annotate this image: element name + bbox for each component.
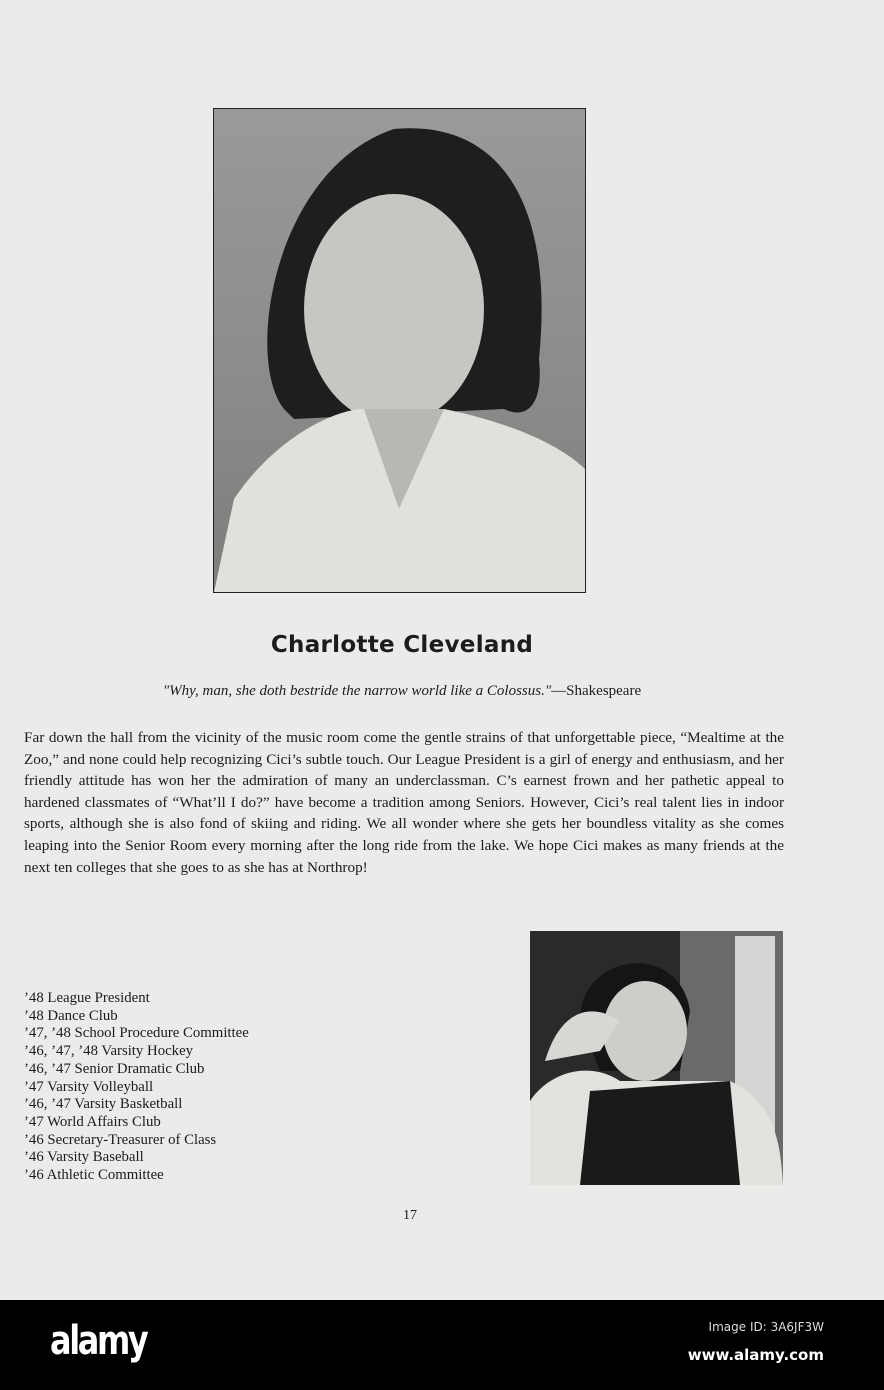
activity-item: ’47 World Affairs Club	[24, 1113, 161, 1130]
page-number: 17	[403, 1208, 417, 1223]
image-id-label: Image ID: 3A6JF3W	[708, 1320, 824, 1334]
candid-photo	[530, 931, 783, 1185]
senior-quote	[0, 683, 804, 700]
watermark-bar	[0, 1300, 884, 1390]
activity-item: ’46, ’47 Varsity Basketball	[24, 1096, 183, 1113]
activity-item: ’46 Varsity Baseball	[24, 1149, 144, 1166]
activity-item: ’46, ’47 Senior Dramatic Club	[24, 1060, 205, 1077]
activities-list	[24, 990, 249, 1185]
student-name: Charlotte Cleveland	[270, 632, 534, 658]
activity-item: ’47 Varsity Volleyball	[24, 1078, 154, 1095]
activity-item: ’48 Dance Club	[24, 1007, 118, 1024]
activity-item: ’48 League President	[24, 990, 150, 1006]
quote-attribution: —Shakespeare	[551, 683, 642, 699]
portrait-silhouette-icon	[214, 109, 585, 592]
activity-item: ’46 Secretary-Treasurer of Class	[24, 1131, 217, 1148]
watermark-site-link[interactable]: www.alamy.com	[687, 1346, 824, 1364]
activity-item: ’46 Athletic Committee	[24, 1167, 164, 1184]
quote-text: "Why, man, she doth bestride the narrow world like a Colossus."	[162, 683, 552, 699]
activity-item: ’46, ’47, ’48 Varsity Hockey	[24, 1043, 194, 1060]
biography-paragraph: Far down the hall from the vicinity of the music room come the gentle strains of that unforgettable piece, “Mealtime at the Zoo,” and none could help recognizing Cici’s subtle touch. Our League President is a girl of energy and enthusiasm, and her friendly attitude has won her the admiration of many an underclassman. C’s earnest frown and her pathetic appeal to hardened classmates of “What’ll I do?” have become a tradition among Seniors. However, Cici’s real talent lies in indoor sports, although she is also fond of skiing and riding. We all wonder where she gets her boundless vitality as she comes leaping into the Senior Room every morning after the long ride from the lake. We hope Cici makes as many friends at the next ten colleges that she goes to as she has at Northrop!	[24, 729, 784, 876]
watermark-logo: alamy	[50, 1318, 147, 1364]
activity-item: ’47, ’48 School Procedure Committee	[24, 1025, 249, 1042]
candid-silhouette-icon	[530, 931, 783, 1185]
senior-portrait-photo	[213, 108, 586, 593]
